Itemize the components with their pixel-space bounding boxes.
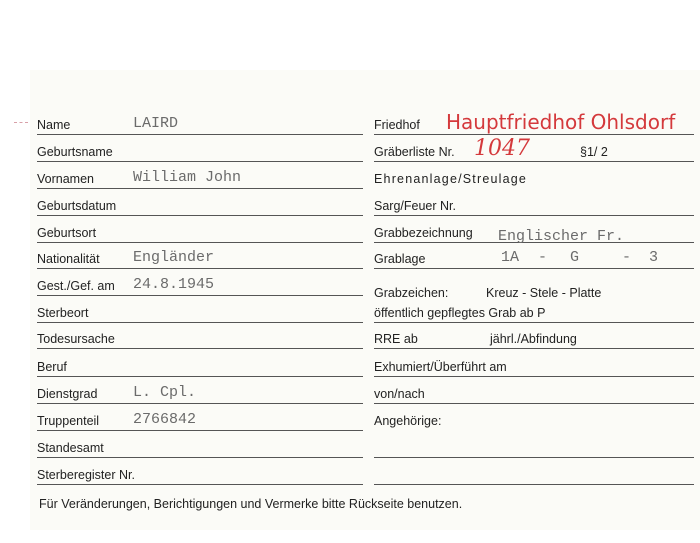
unit-label: Truppenteil [37, 414, 100, 428]
location-field: G [570, 249, 580, 266]
cause-label: Todesursache [37, 332, 115, 346]
relatives-row [374, 408, 694, 430]
location-row [374, 246, 694, 269]
location-sep1: - [538, 249, 548, 266]
first-names-label: Vornamen [37, 172, 94, 186]
birth-name-label: Geburtsname [37, 145, 113, 159]
cause-row [37, 326, 363, 349]
exhumed-label: Exhumiert/Überführt am [374, 360, 507, 374]
cemetery-label: Friedhof [374, 118, 420, 132]
birth-place-label: Geburtsort [37, 226, 97, 240]
designation-row [374, 220, 694, 243]
coffin-label: Sarg/Feuer Nr. [374, 199, 456, 213]
margin-mark [14, 122, 28, 123]
location-row-value: 1A [501, 249, 520, 266]
exhumed-row [374, 354, 694, 377]
death-register-row [37, 462, 363, 485]
designation-value: Englischer Fr. [498, 228, 625, 245]
rre-text: jährl./Abfindung [490, 332, 577, 346]
location-sep2: - [622, 249, 632, 266]
grave-list-section: §1/ 2 [580, 145, 608, 159]
name-value: LAIRD [133, 115, 179, 132]
blank-line-2 [374, 462, 694, 485]
birth-place-row [37, 220, 363, 243]
birth-date-label: Geburtsdatum [37, 199, 117, 213]
rre-row [374, 326, 694, 349]
birth-date-row [37, 193, 363, 216]
name-row [37, 112, 363, 135]
coffin-row [374, 193, 694, 216]
nationality-value: Engländer [133, 249, 215, 266]
birth-name-row [37, 139, 363, 162]
location-label: Grablage [374, 252, 426, 266]
from-to-row [374, 381, 694, 404]
death-place-label: Sterbeort [37, 306, 89, 320]
occupation-row [37, 354, 363, 377]
public-label: öffentlich gepflegtes Grab ab P [374, 306, 546, 320]
grave-list-label: Gräberliste Nr. [374, 145, 455, 159]
occupation-label: Beruf [37, 360, 67, 374]
nationality-label: Nationalität [37, 252, 100, 266]
registry-office-label: Standesamt [37, 441, 104, 455]
rank-label: Dienstgrad [37, 387, 98, 401]
marker-options: Kreuz - Stele - Platte [486, 286, 602, 300]
unit-row [37, 408, 363, 431]
honor-label: Ehrenanlage/Streulage [374, 172, 528, 186]
first-names-row [37, 166, 363, 189]
blank-line-1 [374, 435, 694, 458]
death-place-row [37, 300, 363, 323]
unit-value: 2766842 [133, 411, 197, 428]
fallen-label: Gest./Gef. am [37, 279, 115, 293]
footer-note: Für Veränderungen, Berichtigungen und Vermerke bitte Rückseite benutzen. [39, 497, 463, 511]
grave-list-row [374, 136, 694, 162]
rre-label: RRE ab [374, 332, 418, 346]
fallen-row [37, 273, 363, 296]
rank-value: L. Cpl. [133, 384, 197, 401]
name-label: Name [37, 118, 71, 132]
registry-office-row [37, 435, 363, 458]
nationality-row [37, 246, 363, 269]
fallen-value: 24.8.1945 [133, 276, 215, 293]
death-register-label: Sterberegister Nr. [37, 468, 135, 482]
cemetery-row [374, 112, 694, 135]
first-names-value: William John [133, 169, 242, 186]
rank-row [37, 381, 363, 404]
grave-list-value: 1047 [474, 136, 530, 161]
from-to-label: von/nach [374, 387, 425, 401]
public-row [374, 300, 694, 323]
marker-label: Grabzeichen: [374, 286, 449, 300]
honor-row [374, 166, 694, 188]
marker-row [374, 280, 694, 302]
cemetery-value: Hauptfriedhof Ohlsdorf [446, 110, 676, 134]
designation-label: Grabbezeichnung [374, 226, 473, 240]
relatives-label: Angehörige: [374, 414, 442, 428]
location-number: 3 [649, 249, 659, 266]
